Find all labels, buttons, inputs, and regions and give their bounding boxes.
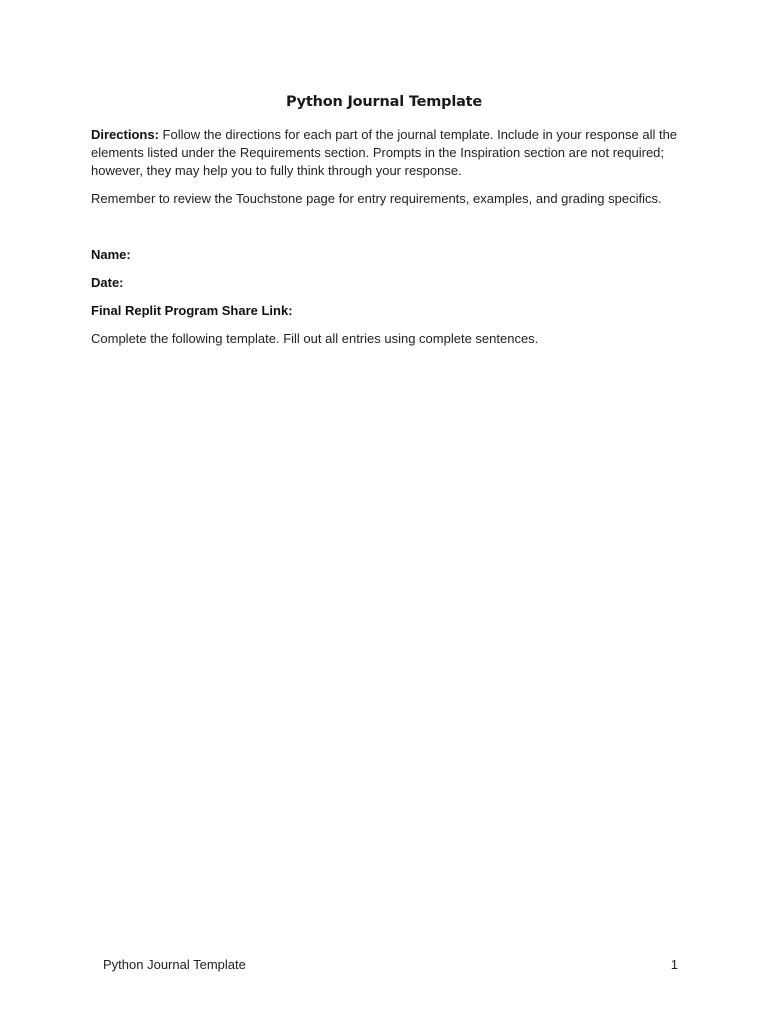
directions-text: Follow the directions for each part of the journal template. Include in your response all the elements listed under the Requirements section. Prompts in the Inspiration section are not required; however, they may help you to fully think through your response. (91, 127, 678, 178)
date-field-label: Date: (91, 275, 124, 290)
document-body (91, 126, 681, 358)
page-title: Python Journal Template (285, 94, 483, 110)
reminder-paragraph: Remember to review the Touchstone page for entry requirements, examples, and grading specifics. (91, 191, 662, 206)
spacer (91, 218, 681, 246)
instruction-paragraph: Complete the following template. Fill out all entries using complete sentences. (91, 331, 539, 346)
share-link-field-label: Final Replit Program Share Link: (91, 303, 293, 318)
page-number: 1 (670, 957, 678, 972)
name-field-label: Name: (91, 247, 131, 262)
footer-title: Python Journal Template (103, 957, 246, 972)
directions-paragraph (91, 126, 681, 180)
directions-label: Directions: (91, 127, 159, 142)
